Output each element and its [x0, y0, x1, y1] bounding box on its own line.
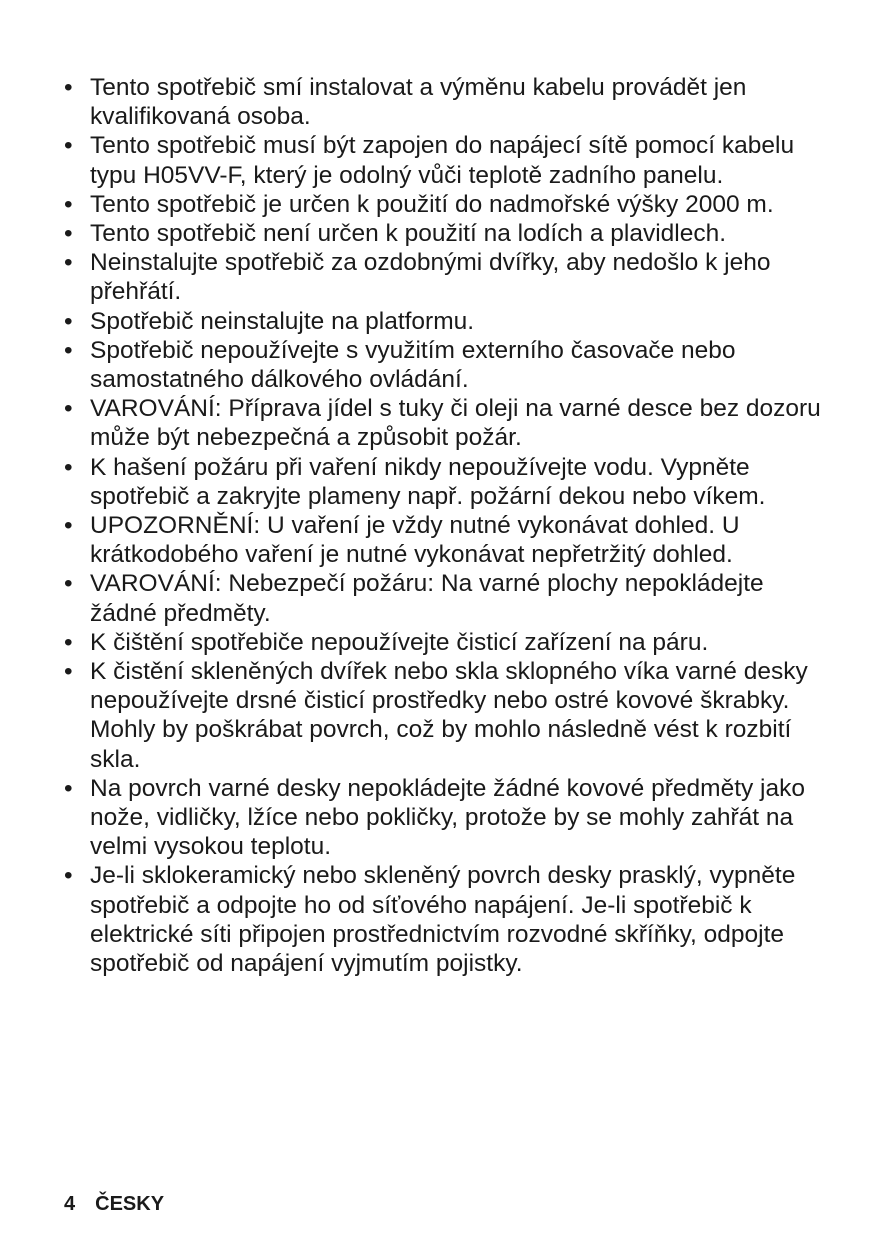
- list-item: [62, 628, 822, 657]
- list-item-text: VAROVÁNÍ: Nebezpečí požáru: Na varné plochy nepokládejte žádné předměty.: [90, 570, 764, 627]
- list-item: [62, 569, 822, 627]
- list-item: [62, 394, 822, 452]
- bullet-icon: •: [64, 862, 73, 890]
- list-item: [62, 453, 822, 511]
- list-item-text: Tento spotřebič není určen k použití na lodích a plavidlech.: [90, 220, 727, 248]
- list-item-text: Je-li sklokeramický nebo skleněný povrch desky prasklý, vypněte spotřebič a odpojte ho od síťového napájení. Je-li spotřebič k elektrické síti připojen prostřednictvím rozvodné skříňky, odpojte spotřebič od napájení vyjmutím pojistky.: [90, 862, 796, 978]
- bullet-icon: •: [64, 512, 73, 540]
- list-item-text: Tento spotřebič je určen k použití do nadmořské výšky 2000 m.: [90, 190, 774, 218]
- bullet-icon: •: [64, 307, 73, 335]
- list-item: [62, 190, 822, 219]
- bullet-icon: •: [64, 132, 73, 160]
- list-item: [62, 73, 822, 131]
- list-item-text: K čistění skleněných dvířek nebo skla sklopného víka varné desky nepoužívejte drsné čisticí prostředky nebo ostré kovové škrabky. Mohly by poškrábat povrch, což by mohlo následně vést k rozbití skla.: [90, 658, 808, 773]
- list-item: [62, 861, 822, 978]
- list-item: [62, 774, 822, 862]
- bullet-icon: •: [64, 74, 73, 101]
- page-footer: [64, 1192, 164, 1216]
- bullet-icon: •: [64, 220, 73, 248]
- bullet-icon: •: [64, 249, 73, 277]
- list-item: [62, 511, 822, 569]
- bullet-icon: •: [64, 570, 73, 598]
- bullet-icon: •: [64, 395, 73, 423]
- list-item-text: K čištění spotřebiče nepoužívejte čisticí zařízení na páru.: [90, 628, 709, 656]
- list-item-text: Tento spotřebič smí instalovat a výměnu kabelu provádět jen kvalifikovaná osoba.: [90, 74, 747, 131]
- section-language-label: ČESKY: [95, 1193, 165, 1215]
- list-item: [62, 219, 822, 248]
- list-item-text: VAROVÁNÍ: Příprava jídel s tuky či oleji na varné desce bez dozoru může být nebezpečná a způsobit požár.: [90, 395, 821, 452]
- list-item: [62, 131, 822, 189]
- list-item: [62, 248, 822, 306]
- safety-instructions-list: [62, 73, 822, 978]
- list-item: [62, 336, 822, 394]
- bullet-icon: •: [64, 336, 73, 364]
- list-item: [62, 307, 822, 336]
- list-item-text: Spotřebič neinstalujte na platformu.: [90, 307, 475, 335]
- list-item-text: K hašení požáru při vaření nikdy nepoužívejte vodu. Vypněte spotřebič a zakryjte plameny např. požární dekou nebo víkem.: [90, 453, 766, 510]
- list-item-text: UPOZORNĚNÍ: U vaření je vždy nutné vykonávat dohled. U krátkodobého vaření je nutné vykonávat nepřetržitý dohled.: [90, 512, 740, 569]
- list-item: [62, 657, 822, 774]
- bullet-icon: •: [64, 628, 73, 656]
- bullet-icon: •: [64, 774, 73, 802]
- list-item-text: Neinstalujte spotřebič za ozdobnými dvířky, aby nedošlo k jeho přehřátí.: [90, 249, 771, 306]
- list-item-text: Na povrch varné desky nepokládejte žádné kovové předměty jako nože, vidličky, lžíce nebo pokličky, protože by se mohly zahřát na velmi vysokou teplotu.: [90, 774, 805, 861]
- bullet-icon: •: [64, 190, 73, 218]
- bullet-icon: •: [64, 658, 73, 686]
- bullet-icon: •: [64, 453, 73, 481]
- list-item-text: Tento spotřebič musí být zapojen do napájecí sítě pomocí kabelu typu H05VV-F, který je odolný vůči teplotě zadního panelu.: [90, 132, 795, 189]
- list-item-text: Spotřebič nepoužívejte s využitím externího časovače nebo samostatného dálkového ovládání.: [90, 336, 736, 394]
- page-number: 4: [64, 1193, 76, 1215]
